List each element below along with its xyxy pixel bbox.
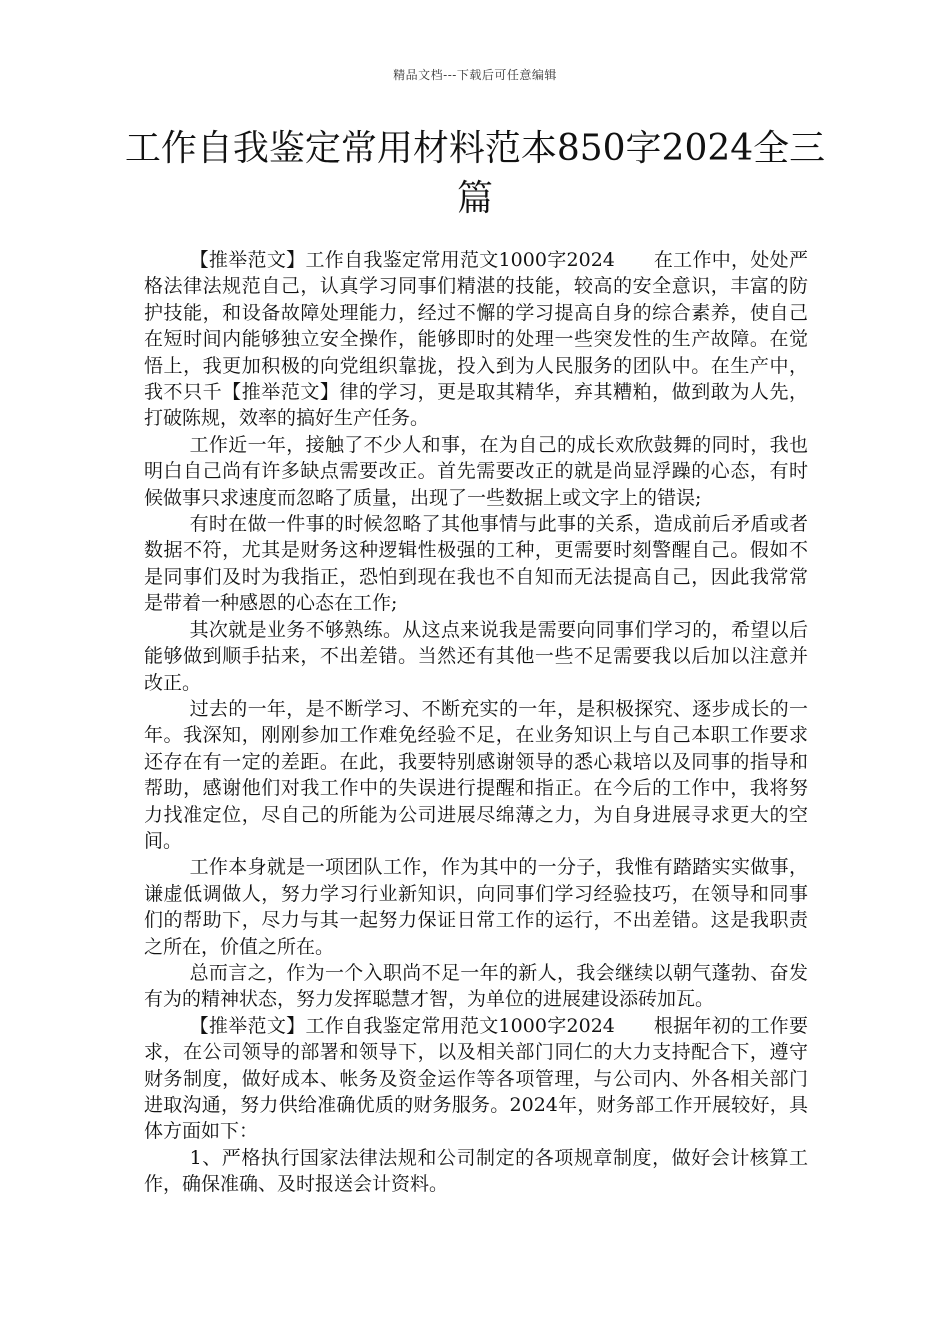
- paragraph: 总而言之，作为一个入职尚不足一年的新人，我会继续以朝气蓬勃、奋发有为的精神状态，努力发挥聪慧才智，为单位的进展建设添砖加瓦。: [144, 961, 808, 1011]
- paragraph: 过去的一年，是不断学习、不断充实的一年，是积极探究、逐步成长的一年。我深知，刚刚参加工作难免经验不足，在业务知识上与自己本职工作要求还存在有一定的差距。在此，我要特别感谢领导的悉心栽培以及同事的指导和帮助，感谢他们对我工作中的失误进行提醒和指正。在今后的工作中，我将努力找准定位，尽自己的所能为公司进展尽绵薄之力，为自身进展寻求更大的空间。: [144, 697, 808, 852]
- page-header: 精品文档---下载后可任意编辑: [393, 68, 557, 82]
- paragraph: 有时在做一件事的时候忽略了其他事情与此事的关系，造成前后矛盾或者数据不符，尤其是财务这种逻辑性极强的工种，更需要时刻警醒自己。假如不是同事们及时为我指正，恐怕到现在我也不自知而无法提高自己，因此我常常是带着一种感恩的心态在工作;: [144, 513, 808, 615]
- paragraph: 【推举范文】工作自我鉴定常用范文1000字2024 在工作中，处处严格法律法规范自己，认真学习同事们精湛的技能，较高的安全意识，丰富的防护技能，和设备故障处理能力，经过不懈的学习提高自身的综合素养，使自己在短时间内能够独立安全操作，能够即时的处理一些突发性的生产故障。在觉悟上，我更加积极的向党组织靠拢，投入到为人民服务的团队中。在生产中，我不只千【推举范文】律的学习，更是取其精华，弃其糟粕，做到敢为人先，打破陈规，效率的搞好生产任务。: [144, 249, 808, 430]
- paragraph: 工作本身就是一项团队工作，作为其中的一分子，我惟有踏踏实实做事，谦虚低调做人，努力学习行业新知识，向同事们学习经验技巧，在领导和同事们的帮助下，尽力与其一起努力保证日常工作的运行，不出差错。这是我职责之所在，价值之所在。: [144, 856, 808, 958]
- document-title: 工作自我鉴定常用材料范本850字2024全三篇: [124, 128, 826, 219]
- paragraph: 1、严格执行国家法律法规和公司制定的各项规章制度，做好会计核算工作，确保准确、及时报送会计资料。: [144, 1146, 808, 1196]
- document-body: [144, 247, 808, 1198]
- paragraph: 工作近一年，接触了不少人和事，在为自己的成长欢欣鼓舞的同时，我也明白自己尚有许多缺点需要改正。首先需要改正的就是尚显浮躁的心态，有时候做事只求速度而忽略了质量，出现了一些数据上或文字上的错误;: [144, 433, 808, 509]
- paragraph: 【推举范文】工作自我鉴定常用范文1000字2024 根据年初的工作要求，在公司领导的部署和领导下，以及相关部门同仁的大力支持配合下，遵守财务制度，做好成本、帐务及资金运作等各项管理，与公司内、外各相关部门进取沟通，努力供给准确优质的财务服务。2024年，财务部工作开展较好，具体方面如下：: [144, 1014, 808, 1143]
- paragraph: 其次就是业务不够熟练。从这点来说我是需要向同事们学习的，希望以后能够做到顺手拈来，不出差错。当然还有其他一些不足需要我以后加以注意并改正。: [144, 618, 808, 694]
